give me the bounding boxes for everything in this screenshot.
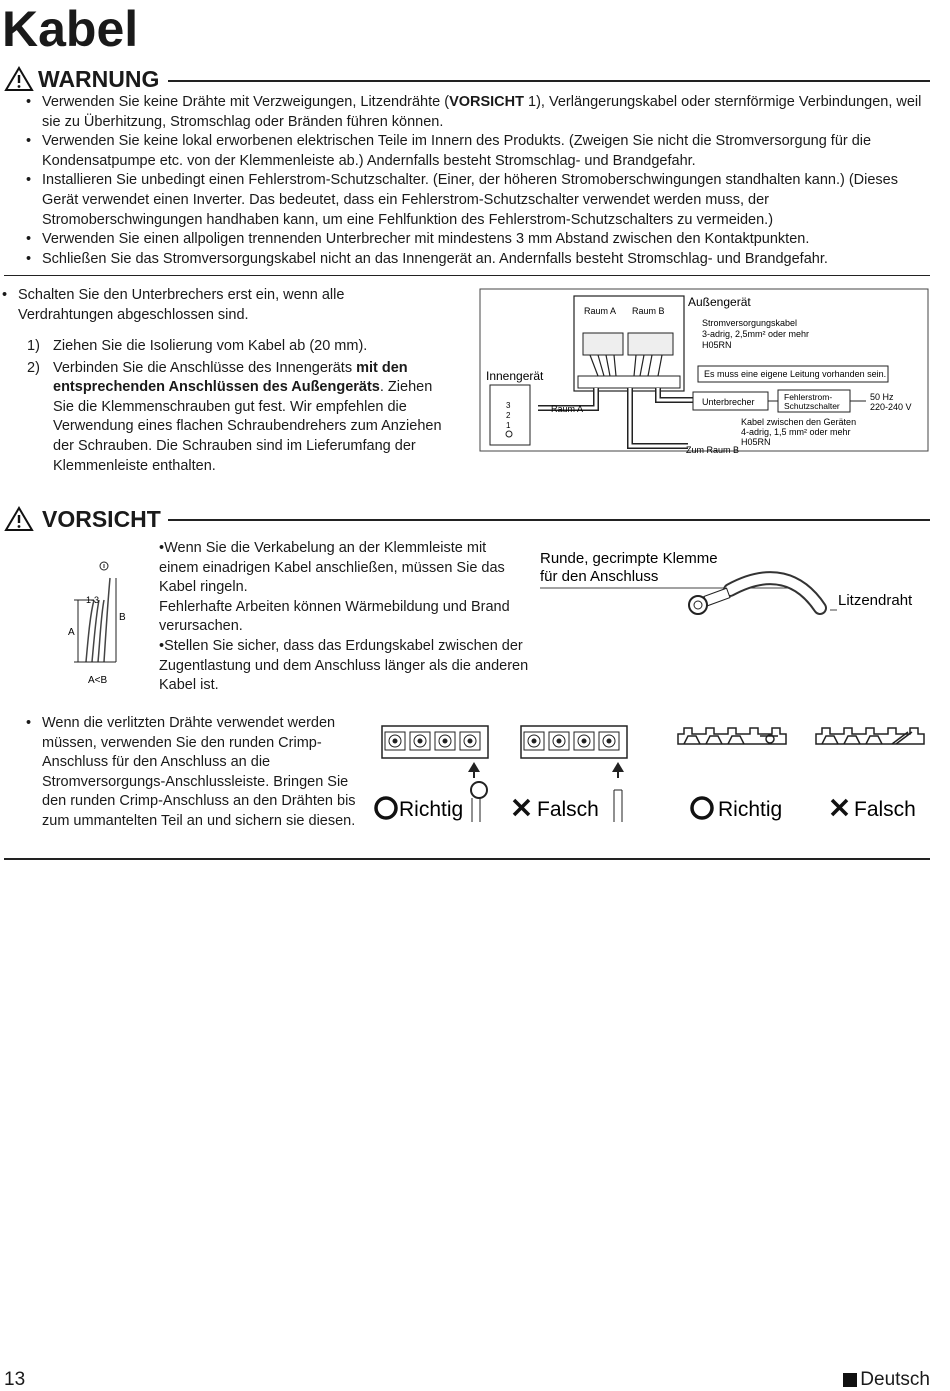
frequency-label: 50 Hz xyxy=(870,392,894,402)
warning-item: • Installieren Sie unbedingt einen Fehlerstrom-Schutzschalter. (Einer, der höheren Stromoberschwingungen standhalten kann.) (Dieses Gerät verwendet einen Inverter. Das bedeutet, dass ein Fehlerstrom-Schutzschalter verwendet werden muss, der Stromoberschwingungen handhaben kann, um eine Fehlfunktion des Fehlerstrom-Schutzschalters zu vermeiden.) xyxy=(24,171,924,230)
room-b-label: Raum B xyxy=(632,306,665,316)
svg-text:A<B: A<B xyxy=(88,675,108,686)
svg-text:Schutzschalter: Schutzschalter xyxy=(784,401,840,411)
svg-text:Runde, gecrimpte Klemme: Runde, gecrimpte Klemme xyxy=(540,550,718,567)
svg-text:1-3: 1-3 xyxy=(86,595,100,605)
page-number: 13 xyxy=(4,1369,26,1390)
svg-text:Stromversorgungskabel: Stromversorgungskabel xyxy=(702,318,798,328)
to-room-b-label: Zum Raum B xyxy=(686,445,740,453)
caution-header xyxy=(4,506,161,532)
warning-item: • Schließen Sie das Stromversorgungskabel nicht an das Innengerät an. Andernfalls besteht Stromschlag- und Brandgefahr. xyxy=(24,250,924,270)
terminal-block-a xyxy=(583,333,623,355)
caution-rule xyxy=(168,519,930,521)
room-a-cable-label: Raum A xyxy=(551,404,584,414)
terminal-block-b xyxy=(628,333,673,355)
svg-text:B: B xyxy=(119,612,126,623)
correct-label-1: Richtig xyxy=(399,798,464,821)
own-line-label: Es muss eine eigene Leitung vorhanden sein. xyxy=(704,369,887,379)
svg-text:3: 3 xyxy=(506,401,511,410)
stranded-wire-label: Litzendraht xyxy=(838,592,913,609)
svg-text:H05RN: H05RN xyxy=(702,340,732,350)
svg-text:H05RN: H05RN xyxy=(741,437,771,447)
wiring-step-1: 1) Ziehen Sie die Isolierung vom Kabel ab (20 mm). xyxy=(27,338,368,354)
indoor-unit-label: Innengerät xyxy=(486,369,544,383)
warning-item: • Verwenden Sie einen allpoligen trennenden Unterbrecher mit mindestens 3 mm Abstand zwischen den Kontaktpunkten. xyxy=(24,230,924,250)
svg-text:Kabel zwischen den Geräten: Kabel zwischen den Geräten xyxy=(741,417,857,427)
bottom-rule xyxy=(4,858,930,860)
warning-item: • Verwenden Sie keine lokal erworbenen elektrischen Teile im Innern des Produkts. (Zweigen Sie nicht die Stromversorgung für die Kondensatpumpe etc. von der Klemmenleiste ab.) Andernfalls besteht Stromschlag- und Brandgefahr. xyxy=(24,132,924,171)
section-divider xyxy=(4,275,930,276)
ring-crimp-icon xyxy=(471,782,487,798)
page-title: Kabel xyxy=(2,1,139,57)
correct-icon xyxy=(692,798,712,818)
svg-text:A: A xyxy=(68,627,75,638)
wiring-diagram xyxy=(478,288,930,453)
wrong-icon xyxy=(832,800,847,815)
svg-text:3-adrig, 2,5mm² oder mehr: 3-adrig, 2,5mm² oder mehr xyxy=(702,329,810,339)
ground-icon xyxy=(506,431,512,437)
terminal-side-example-2 xyxy=(816,728,924,744)
wrong-label-1: Falsch xyxy=(537,798,599,821)
breaker-label: Unterbrecher xyxy=(702,397,755,407)
language-label: Deutsch xyxy=(843,1369,930,1391)
terminal-examples xyxy=(366,722,930,827)
warning-label: WARNUNG xyxy=(38,66,160,92)
warning-list xyxy=(24,93,924,269)
wire-length-figure xyxy=(64,560,144,688)
wrong-label-2: Falsch xyxy=(854,798,916,821)
svg-text:1: 1 xyxy=(506,421,511,430)
voltage-label: 220-240 V xyxy=(870,402,912,412)
warning-item: • Verwenden Sie keine Drähte mit Verzweigungen, Litzendrähte (VORSICHT 1), Verlängerungskabel oder sternförmige Verbindungen, weil sie zu Überhitzung, Stromschlag oder Bränden führen können. xyxy=(24,93,924,132)
svg-text:4-adrig, 1,5 mm² oder mehr: 4-adrig, 1,5 mm² oder mehr xyxy=(741,427,851,437)
wrong-icon xyxy=(514,800,529,815)
cable-clamp-bar xyxy=(578,376,680,388)
correct-label-2: Richtig xyxy=(718,798,783,821)
wiring-intro: • Schalten Sie den Unterbrechers erst ein, wenn alle Verdrahtungen abgeschlossen sind. xyxy=(0,286,420,325)
room-a-label: Raum A xyxy=(584,306,617,316)
wiring-steps xyxy=(27,337,452,478)
svg-text:2: 2 xyxy=(506,411,511,420)
svg-text:Fehlerstrom-: Fehlerstrom- xyxy=(784,392,833,402)
wiring-step-2: 2) Verbinden Sie die Anschlüsse des Innengeräts mit den entsprechenden Anschlüssen des Außengeräts. Ziehen Sie die Klemmenschrauben gut fest. Wir empfehlen die Verwendung eines flachen Schraubendrehers zum Anziehen der Schrauben. Die Schrauben sind im Lieferumfang der Klemmenleiste enthalten. xyxy=(27,359,442,474)
caution-text: •Wenn Sie die Verkabelung an der Klemmleiste mit einem einadrigen Kabel anschließen, müssen Sie das Kabel ringeln. Fehlerhafte Arbeiten können Wärmebildung und Brand verursachen. •Stellen Sie sicher, dass das Erdungskabel zwischen der Zugentlastung und dem Anschluss länger als die anderen Kabel ist. xyxy=(159,540,529,694)
square-bullet-icon xyxy=(843,1373,857,1387)
warning-rule xyxy=(168,80,930,82)
stranded-text: • Wenn die verlitzten Drähte verwendet werden müssen, verwenden Sie den runden Crimp-Anschluss für den Anschluss an die Stromversorgungs-Anschlussleiste. Bringen Sie den runden Crimp-Anschluss an den Drähten bis zum ummantelten Teil an und sichern sie diesen. xyxy=(24,714,364,832)
wiring-intro-list xyxy=(0,286,420,325)
warning-triangle-icon xyxy=(4,66,34,92)
outdoor-unit-label: Außengerät xyxy=(688,295,751,309)
caution-label: VORSICHT xyxy=(42,506,161,532)
warning-header xyxy=(4,66,159,92)
correct-icon xyxy=(376,798,396,818)
crimp-terminal-figure xyxy=(540,548,930,628)
caution-triangle-icon xyxy=(4,506,34,532)
stranded-list xyxy=(24,714,364,832)
terminal-side-example-1 xyxy=(678,728,786,744)
ring-terminal-icon xyxy=(689,596,707,614)
svg-text:für den Anschluss: für den Anschluss xyxy=(540,568,659,585)
